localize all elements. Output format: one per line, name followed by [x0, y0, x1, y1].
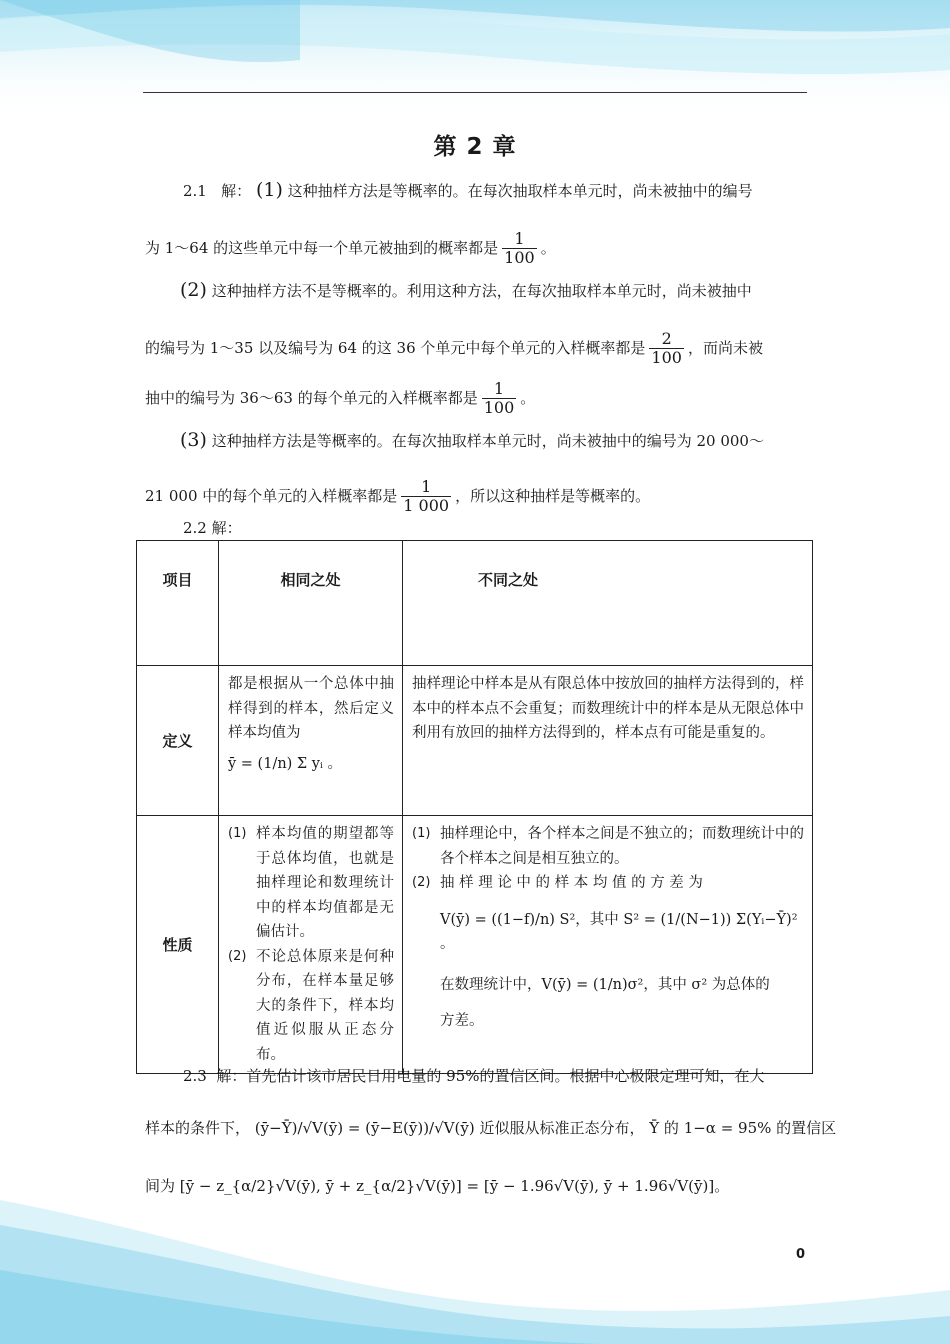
p21-item1-marker: (1)	[255, 179, 283, 201]
p21-line4: 的编号为 1～35 以及编号为 64 的这 36 个单元中每个单元的入样概率都是 $\frac{2}{100}$ ，而尚未被	[145, 329, 763, 368]
variance-formula-sampling: V(ȳ) = ((1−f)/n) S²，其中 S² = (1/(N−1)) Σ(Yᵢ−Ȳ)² 。	[440, 911, 798, 952]
p21-item2-cont1: 的编号为 1～35 以及编号为 64 的这 36 个单元中每个单元的入样概率都是	[145, 338, 646, 357]
p23-line1-text: 解：首先估计该市居民日用电量的 95%的置信区间。根据中心极限定理可知，在大	[216, 1067, 765, 1085]
p21-item3-marker: (3)	[180, 429, 207, 451]
p21-item3-cont: 21 000 中的每个单元的入样概率都是	[145, 486, 398, 505]
p21-line3	[180, 280, 752, 301]
table-row-properties	[137, 816, 813, 1074]
row-head-definition: 定义	[137, 666, 219, 816]
sample-mean-formula: ȳ = (1/n) Σ yᵢ 。	[228, 755, 343, 772]
p21-label: 2.1	[183, 182, 207, 200]
page-number: 0	[796, 1247, 806, 1262]
comparison-table	[136, 540, 813, 1074]
definition-same-cell	[219, 666, 403, 816]
table-row-definition	[137, 666, 813, 816]
header-same: 相同之处	[219, 541, 403, 666]
table-header-row	[137, 541, 813, 666]
fraction-2-100: $\frac{2}{100}$	[651, 329, 682, 368]
properties-same-cell	[219, 816, 403, 1074]
variance-formula-tail: 方差。	[440, 1013, 484, 1029]
p23-line2: 样本的条件下， (ȳ−Ȳ)/√V(ȳ) = (ȳ−E(ȳ))/√V(ȳ) 近似服从标准正态分布， Ȳ 的 1−α = 95% 的置信区	[145, 1119, 837, 1137]
p21-item1-cont: 为 1～64 的这些单元中每一个单元被抽到的概率都是	[145, 238, 499, 257]
p21-item3-text: 这种抽样方法是等概率的。在每次抽取样本单元时，尚未被抽中的编号为 20 000～	[211, 432, 764, 450]
p23-label: 2.3	[183, 1067, 207, 1085]
p21-item2-marker: (2)	[180, 279, 207, 301]
variance-formula-statistics: 在数理统计中，V(ȳ) = (1/n)σ²，其中 σ² 为总体的	[440, 976, 770, 993]
p21-item2-cont2: 抽中的编号为 36～63 的每个单元的入样概率都是	[145, 388, 478, 407]
p21-line7: 21 000 中的每个单元的入样概率都是 $\frac{1}{1 000}$ ，所以这种抽样是等概率的。	[145, 477, 651, 516]
chapter-title: 第 2 章	[433, 134, 517, 160]
fraction-1-1000: $\frac{1}{1 000}$	[403, 477, 450, 516]
definition-diff-text: 抽样理论中样本是从有限总体中按放回的抽样方法得到的，样本中的样本点不会重复；而数理统计中的样本是从无限总体中利用有放回的抽样方法得到的，样本点有可能是重复的。	[412, 676, 804, 741]
header-rule	[143, 92, 807, 93]
header-diff: 不同之处	[403, 541, 813, 666]
p21-item1-text: 这种抽样方法是等概率的。在每次抽取样本单元时，尚未被抽中的编号	[287, 182, 753, 200]
p21-line2: 为 1～64 的这些单元中每一个单元被抽到的概率都是 $\frac{1}{100}$ 。	[145, 229, 556, 268]
p23-line3: 间为 [ȳ − z_{α/2}√V(ȳ), ȳ + z_{α/2}√V(ȳ)] = [ȳ − 1.96√V(ȳ), ȳ + 1.96√V(ȳ)]。	[145, 1177, 730, 1195]
properties-diff-cell	[403, 816, 813, 1074]
definition-same-text: 都是根据从一个总体中抽样得到的样本，然后定义样本均值为	[228, 676, 394, 741]
header-item: 项目	[137, 541, 219, 666]
p21-line5: 抽中的编号为 36～63 的每个单元的入样概率都是 $\frac{1}{100}$ 。	[145, 379, 536, 418]
confidence-level-text: Ȳ 的 1−α = 95% 的置信区	[649, 1119, 837, 1137]
fraction-1-100: $\frac{1}{100}$	[504, 229, 535, 268]
p21-line6	[180, 430, 764, 451]
list-item: (1) 样本均值的期望都等于总体均值，也就是抽样理论和数理统计中的样本均值都是无偏估计。	[228, 826, 394, 940]
p23-line1	[183, 1066, 765, 1086]
p21-line1	[183, 180, 753, 201]
confidence-interval-formula: [ȳ − z_{α/2}√V(ȳ), ȳ + z_{α/2}√V(ȳ)] = [ȳ − 1.96√V(ȳ), ȳ + 1.96√V(ȳ)]	[179, 1177, 715, 1195]
list-item: (2) 不论总体原来是何种分布，在样本量足够大的条件下，样本均值近似服从正态分布。	[228, 948, 394, 1063]
definition-diff-cell	[403, 666, 813, 816]
list-item: (2) 抽 样 理 论 中 的 样 本 均 值 的 方 差 为	[412, 875, 703, 891]
standardized-mean-formula: (ȳ−Ȳ)/√V(ȳ) = (ȳ−E(ȳ))/√V(ȳ)	[254, 1119, 475, 1137]
p21-jie: 解：	[221, 182, 252, 200]
list-item: (1) 抽样理论中，各个样本之间是不独立的；而数理统计中的各个样本之间是相互独立的。	[412, 826, 804, 867]
fraction-1-100-b: $\frac{1}{100}$	[483, 379, 515, 418]
p21-item2-text: 这种抽样方法不是等概率的。利用这种方法，在每次抽取样本单元时，尚未被抽中	[211, 282, 752, 300]
p22-label: 2.2 解：	[183, 519, 242, 537]
row-head-properties: 性质	[137, 816, 219, 1074]
